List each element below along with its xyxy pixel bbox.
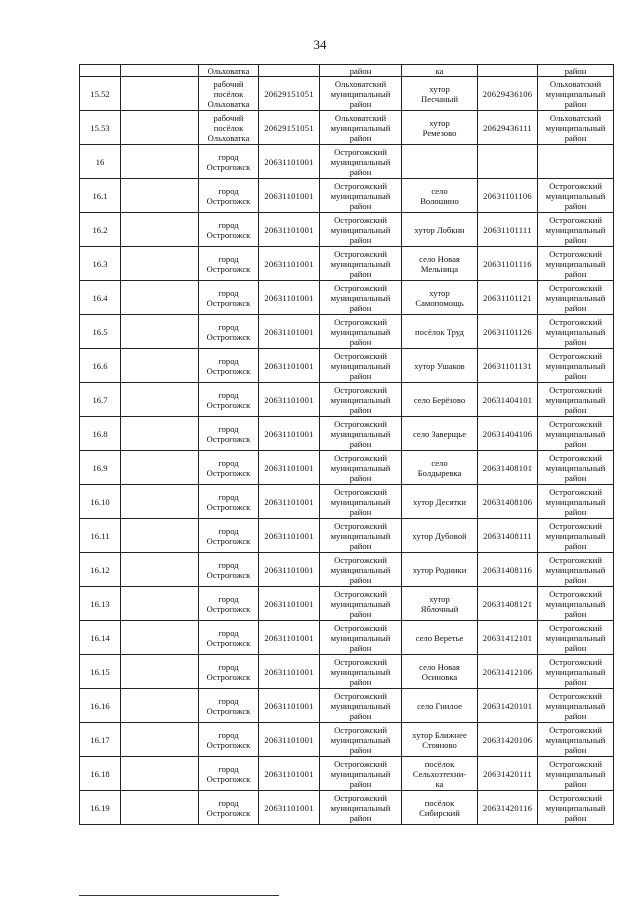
cell-district: Острогожский муниципальный район	[320, 519, 402, 553]
cell-center-code: 20631101001	[259, 655, 320, 689]
table-row	[80, 757, 614, 791]
cell-center: город Острогожск	[199, 519, 259, 553]
cell-settlement-district: Острогожский муниципальный район	[538, 485, 614, 519]
cell-num: 16.16	[80, 689, 121, 723]
cell-num: 16.13	[80, 587, 121, 621]
cell-center-code: 20631101001	[259, 179, 320, 213]
table-row	[80, 213, 614, 247]
table-row	[80, 281, 614, 315]
cell-settlement: хутор Ближнее Стояново	[402, 723, 478, 757]
cell-num: 16.11	[80, 519, 121, 553]
table-row	[80, 417, 614, 451]
table-row	[80, 77, 614, 111]
cell-center-code: 20631101001	[259, 213, 320, 247]
cell-settlement-district: Острогожский муниципальный район	[538, 349, 614, 383]
cell-settlement-district: Острогожский муниципальный район	[538, 451, 614, 485]
cell-district: Острогожский муниципальный район	[320, 451, 402, 485]
cell-center-code: 20631101001	[259, 519, 320, 553]
cell-settlement-district	[538, 145, 614, 179]
cell-blank	[121, 111, 199, 145]
footnote-divider	[79, 895, 279, 896]
cell-settlement-code: 20631404101	[478, 383, 538, 417]
cell-center-code: 20631101001	[259, 587, 320, 621]
cell-num: 16.2	[80, 213, 121, 247]
cell-district: Острогожский муниципальный район	[320, 621, 402, 655]
cell-blank	[121, 655, 199, 689]
cell-center-code	[259, 65, 320, 77]
cell-settlement-code: 20631420111	[478, 757, 538, 791]
table-row	[80, 791, 614, 825]
cell-num: 16.12	[80, 553, 121, 587]
cell-settlement: посёлок Сельхозтехни- ка	[402, 757, 478, 791]
table-row	[80, 349, 614, 383]
cell-center: город Острогожск	[199, 689, 259, 723]
cell-blank	[121, 77, 199, 111]
cell-center-code: 20629151051	[259, 111, 320, 145]
cell-district: Острогожский муниципальный район	[320, 315, 402, 349]
cell-num: 16.17	[80, 723, 121, 757]
cell-settlement: хутор Яблочный	[402, 587, 478, 621]
cell-settlement-code	[478, 65, 538, 77]
cell-settlement-district: Острогожский муниципальный район	[538, 417, 614, 451]
table-row	[80, 383, 614, 417]
cell-blank	[121, 145, 199, 179]
cell-blank	[121, 349, 199, 383]
cell-blank	[121, 315, 199, 349]
cell-district: Острогожский муниципальный район	[320, 281, 402, 315]
table-body	[80, 65, 614, 825]
cell-district: Острогожский муниципальный район	[320, 689, 402, 723]
table-row	[80, 587, 614, 621]
cell-settlement-code: 20631408106	[478, 485, 538, 519]
cell-settlement: ка	[402, 65, 478, 77]
cell-blank	[121, 383, 199, 417]
cell-num: 15.52	[80, 77, 121, 111]
cell-settlement-code: 20629436106	[478, 77, 538, 111]
continuation-row	[80, 65, 614, 77]
cell-center: город Острогожск	[199, 179, 259, 213]
table-row	[80, 451, 614, 485]
cell-num: 16.14	[80, 621, 121, 655]
cell-settlement-code: 20631101131	[478, 349, 538, 383]
cell-settlement-code	[478, 145, 538, 179]
cell-district: Острогожский муниципальный район	[320, 145, 402, 179]
cell-num: 16.8	[80, 417, 121, 451]
cell-district: Острогожский муниципальный район	[320, 553, 402, 587]
cell-center: город Острогожск	[199, 621, 259, 655]
cell-num: 16	[80, 145, 121, 179]
cell-num: 16.18	[80, 757, 121, 791]
cell-settlement-district: Острогожский муниципальный район	[538, 519, 614, 553]
cell-num: 16.9	[80, 451, 121, 485]
cell-district: Острогожский муниципальный район	[320, 179, 402, 213]
cell-settlement: хутор Ушаков	[402, 349, 478, 383]
cell-blank	[121, 723, 199, 757]
cell-district: Острогожский муниципальный район	[320, 213, 402, 247]
table-row	[80, 519, 614, 553]
cell-settlement-district: район	[538, 65, 614, 77]
cell-settlement-code: 20631408121	[478, 587, 538, 621]
cell-num: 16.6	[80, 349, 121, 383]
cell-center: город Острогожск	[199, 451, 259, 485]
cell-num: 16.15	[80, 655, 121, 689]
cell-settlement: посёлок Труд	[402, 315, 478, 349]
cell-settlement-district: Ольховатский муниципальный район	[538, 77, 614, 111]
cell-settlement-code: 20631101106	[478, 179, 538, 213]
cell-settlement-district: Острогожский муниципальный район	[538, 213, 614, 247]
cell-settlement-code: 20631408116	[478, 553, 538, 587]
cell-settlement-code: 20631420106	[478, 723, 538, 757]
cell-settlement-district: Ольховатский муниципальный район	[538, 111, 614, 145]
cell-district: Острогожский муниципальный район	[320, 247, 402, 281]
cell-blank	[121, 65, 199, 77]
cell-center: рабочий посёлок Ольховатка	[199, 111, 259, 145]
cell-blank	[121, 553, 199, 587]
cell-center: город Острогожск	[199, 213, 259, 247]
cell-settlement-code: 20631404106	[478, 417, 538, 451]
cell-center: город Острогожск	[199, 757, 259, 791]
cell-settlement-district: Острогожский муниципальный район	[538, 587, 614, 621]
cell-settlement-code: 20631101116	[478, 247, 538, 281]
cell-center: город Острогожск	[199, 315, 259, 349]
cell-district: Острогожский муниципальный район	[320, 587, 402, 621]
cell-center: Ольховатка	[199, 65, 259, 77]
cell-settlement-district: Острогожский муниципальный район	[538, 757, 614, 791]
cell-center-code: 20631101001	[259, 689, 320, 723]
cell-settlement-code: 20631101121	[478, 281, 538, 315]
cell-settlement-code: 20631101111	[478, 213, 538, 247]
cell-settlement: село Берёзово	[402, 383, 478, 417]
cell-district: Острогожский муниципальный район	[320, 723, 402, 757]
settlements-table	[79, 64, 614, 825]
cell-settlement: село Волошино	[402, 179, 478, 213]
cell-center-code: 20631101001	[259, 723, 320, 757]
cell-settlement-district: Острогожский муниципальный район	[538, 621, 614, 655]
cell-center-code: 20631101001	[259, 145, 320, 179]
cell-district: Острогожский муниципальный район	[320, 655, 402, 689]
cell-settlement	[402, 145, 478, 179]
cell-blank	[121, 689, 199, 723]
cell-settlement-district: Острогожский муниципальный район	[538, 315, 614, 349]
cell-blank	[121, 757, 199, 791]
cell-center: город Острогожск	[199, 383, 259, 417]
cell-settlement-district: Острогожский муниципальный район	[538, 553, 614, 587]
cell-district: район	[320, 65, 402, 77]
cell-settlement-district: Острогожский муниципальный район	[538, 791, 614, 825]
cell-settlement-code: 20631101126	[478, 315, 538, 349]
cell-center-code: 20629151051	[259, 77, 320, 111]
table-row	[80, 655, 614, 689]
cell-settlement: хутор Самопомощь	[402, 281, 478, 315]
table-row	[80, 247, 614, 281]
cell-num: 15.53	[80, 111, 121, 145]
cell-center-code: 20631101001	[259, 383, 320, 417]
cell-settlement: хутор Дубовой	[402, 519, 478, 553]
cell-num: 16.4	[80, 281, 121, 315]
cell-blank	[121, 179, 199, 213]
cell-num: 16.19	[80, 791, 121, 825]
cell-num: 16.3	[80, 247, 121, 281]
cell-center: рабочий посёлок Ольховатка	[199, 77, 259, 111]
table-row	[80, 111, 614, 145]
cell-blank	[121, 519, 199, 553]
table-row	[80, 315, 614, 349]
cell-district: Ольховатский муниципальный район	[320, 111, 402, 145]
cell-settlement-code: 20631420116	[478, 791, 538, 825]
cell-blank	[121, 213, 199, 247]
cell-center-code: 20631101001	[259, 485, 320, 519]
cell-center-code: 20631101001	[259, 451, 320, 485]
cell-center: город Острогожск	[199, 587, 259, 621]
cell-center: город Острогожск	[199, 723, 259, 757]
cell-district: Ольховатский муниципальный район	[320, 77, 402, 111]
cell-blank	[121, 485, 199, 519]
cell-settlement: село Новая Осиновка	[402, 655, 478, 689]
cell-center-code: 20631101001	[259, 247, 320, 281]
cell-settlement: село Новая Мельница	[402, 247, 478, 281]
page-number: 34	[313, 37, 327, 52]
cell-center: город Острогожск	[199, 655, 259, 689]
cell-center-code: 20631101001	[259, 791, 320, 825]
cell-center-code: 20631101001	[259, 315, 320, 349]
cell-blank	[121, 791, 199, 825]
cell-district: Острогожский муниципальный район	[320, 791, 402, 825]
cell-district: Острогожский муниципальный район	[320, 417, 402, 451]
cell-district: Острогожский муниципальный район	[320, 757, 402, 791]
table-row	[80, 689, 614, 723]
cell-settlement: хутор Родники	[402, 553, 478, 587]
cell-settlement: хутор Песчаный	[402, 77, 478, 111]
cell-center: город Острогожск	[199, 417, 259, 451]
cell-settlement-district: Острогожский муниципальный район	[538, 281, 614, 315]
cell-settlement: село Веретье	[402, 621, 478, 655]
cell-blank	[121, 247, 199, 281]
cell-center-code: 20631101001	[259, 621, 320, 655]
cell-center-code: 20631101001	[259, 349, 320, 383]
cell-blank	[121, 281, 199, 315]
cell-settlement-district: Острогожский муниципальный район	[538, 655, 614, 689]
cell-settlement-district: Острогожский муниципальный район	[538, 383, 614, 417]
cell-settlement-code: 20631420101	[478, 689, 538, 723]
table-row	[80, 485, 614, 519]
cell-settlement: хутор Ремезово	[402, 111, 478, 145]
cell-center: город Острогожск	[199, 553, 259, 587]
cell-center-code: 20631101001	[259, 553, 320, 587]
cell-num	[80, 65, 121, 77]
cell-center: город Острогожск	[199, 485, 259, 519]
cell-district: Острогожский муниципальный район	[320, 383, 402, 417]
cell-center-code: 20631101001	[259, 417, 320, 451]
cell-district: Острогожский муниципальный район	[320, 349, 402, 383]
cell-num: 16.5	[80, 315, 121, 349]
cell-settlement-code: 20631412101	[478, 621, 538, 655]
cell-settlement: хутор Десятки	[402, 485, 478, 519]
cell-blank	[121, 587, 199, 621]
cell-settlement-district: Острогожский муниципальный район	[538, 247, 614, 281]
cell-district: Острогожский муниципальный район	[320, 485, 402, 519]
table-row	[80, 179, 614, 213]
cell-center: город Острогожск	[199, 247, 259, 281]
table-row	[80, 723, 614, 757]
cell-num: 16.1	[80, 179, 121, 213]
cell-blank	[121, 451, 199, 485]
cell-center: город Острогожск	[199, 791, 259, 825]
cell-center-code: 20631101001	[259, 757, 320, 791]
table-row	[80, 145, 614, 179]
table-row	[80, 553, 614, 587]
cell-settlement: село Заверщье	[402, 417, 478, 451]
cell-num: 16.10	[80, 485, 121, 519]
cell-settlement-district: Острогожский муниципальный район	[538, 179, 614, 213]
cell-center: город Острогожск	[199, 281, 259, 315]
cell-settlement-code: 20631408101	[478, 451, 538, 485]
cell-blank	[121, 417, 199, 451]
cell-center: город Острогожск	[199, 349, 259, 383]
cell-settlement-district: Острогожский муниципальный район	[538, 723, 614, 757]
cell-settlement: село Гнилое	[402, 689, 478, 723]
cell-center: город Острогожск	[199, 145, 259, 179]
cell-settlement: село Болдыревка	[402, 451, 478, 485]
table-row	[80, 621, 614, 655]
cell-num: 16.7	[80, 383, 121, 417]
cell-settlement-district: Острогожский муниципальный район	[538, 689, 614, 723]
cell-settlement-code: 20629436111	[478, 111, 538, 145]
cell-center-code: 20631101001	[259, 281, 320, 315]
cell-blank	[121, 621, 199, 655]
cell-settlement-code: 20631408111	[478, 519, 538, 553]
cell-settlement: хутор Лобкин	[402, 213, 478, 247]
cell-settlement: посёлок Сибирский	[402, 791, 478, 825]
cell-settlement-code: 20631412106	[478, 655, 538, 689]
